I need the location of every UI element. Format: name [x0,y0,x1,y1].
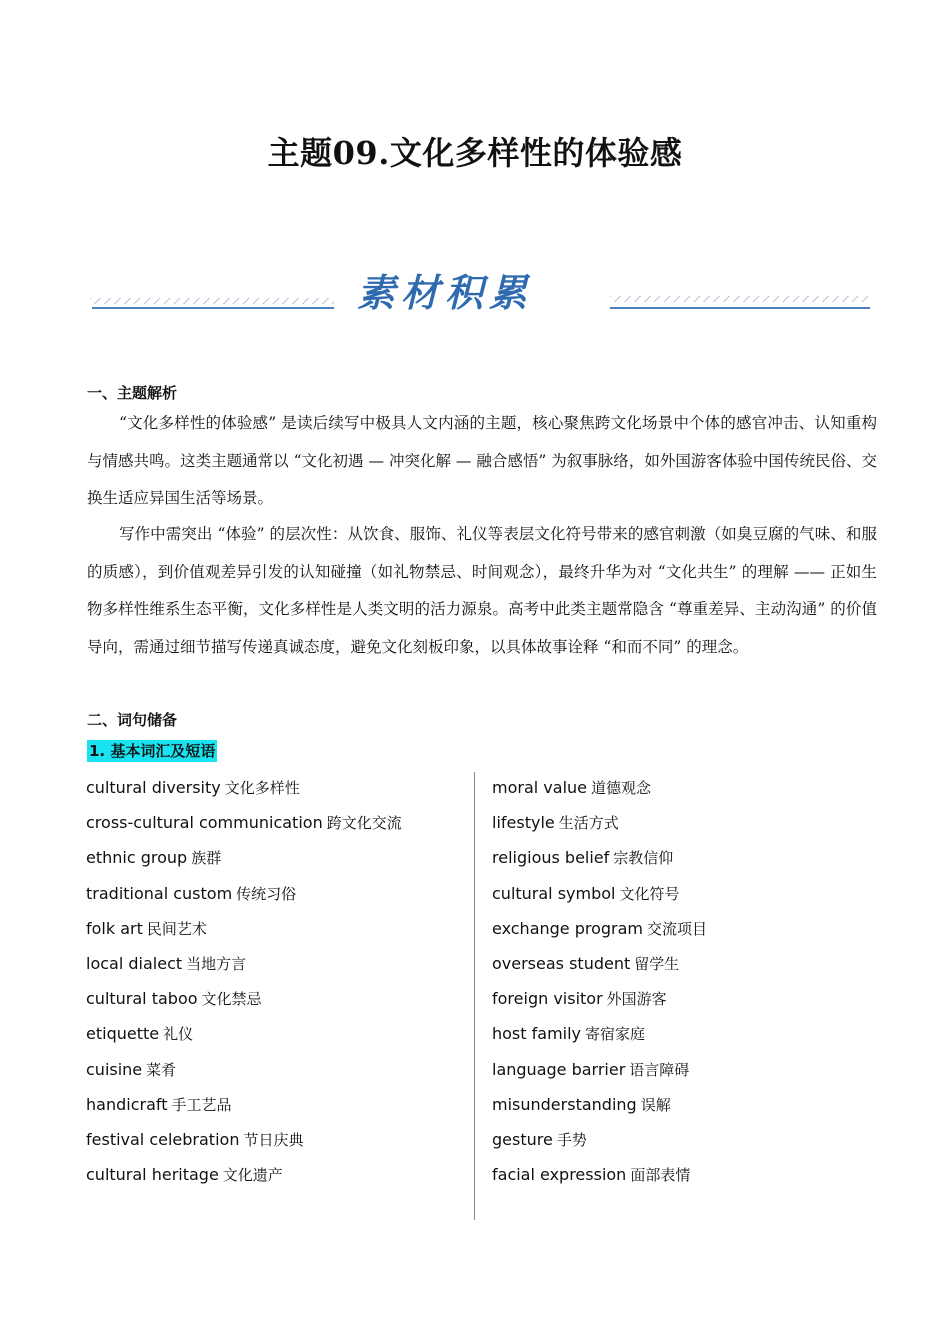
vocab-item: etiquette 礼仪 [86,1024,194,1044]
vocab-item: cultural heritage 文化遗产 [86,1165,283,1185]
vocab-item: gesture 手势 [492,1129,587,1149]
vocab-item: language barrier 语言障碍 [492,1059,690,1079]
vocab-list-right [492,770,707,1192]
vocab-item: handicraft 手工艺品 [86,1094,232,1114]
section-heading-analysis: 一、主题解析 [87,384,178,402]
vocab-item: lifestyle 生活方式 [492,813,619,833]
vocab-item: religious belief 宗教信仰 [492,848,674,868]
vocab-item: moral value 道德观念 [492,778,652,797]
vocab-item: cuisine 菜肴 [86,1059,177,1079]
vocab-item: misunderstanding 误解 [492,1094,671,1114]
page-title: 主题09.文化多样性的体验感 [267,134,683,172]
banner-title: 素材积累 [356,270,533,315]
vocab-list-left [86,770,402,1192]
paragraph-2: 写作中需突出 “体验” 的层次性：从饮食、服饰、礼仪等表层文化符号带来的感官刺激（如臭豆腐的气味、和服的质感），到价值观差异引发的认知碰撞（如礼物禁忌、时间观念），最终升华为对 “文化共生” 的理解 —— 正如生物多样性维系生态平衡，文化多样性是人类文明的活力源泉。高考中此类主题常隐含 “尊重差异、主动沟通” 的价值导向，需通过细节描写传递真诚态度，避免文化刻板印象，以具体故事诠释 “和而不同” 的理念。 [87,525,877,656]
vocab-item: host family 寄宿家庭 [492,1024,646,1044]
banner-hatch-left [90,298,334,304]
section-heading-vocabulary: 二、词句储备 [87,711,178,729]
vocab-item: cultural taboo 文化禁忌 [86,989,262,1009]
column-divider [474,772,475,1220]
vocab-item: local dialect 当地方言 [86,953,247,973]
vocab-item: exchange program 交流项目 [492,918,708,938]
banner-hatch-right [610,296,870,302]
vocab-item: folk art 民间艺术 [86,918,207,938]
vocab-item: cross-cultural communication 跨文化交流 [86,813,402,833]
subheading-basic-vocab: 1. 基本词汇及短语 [89,742,216,760]
section-banner [0,262,950,322]
vocab-item: cultural symbol 文化符号 [492,883,680,903]
vocab-item: overseas student 留学生 [492,953,680,973]
vocab-item: facial expression 面部表情 [492,1165,691,1185]
vocab-item: ethnic group 族群 [86,848,222,868]
paragraph-1: “文化多样性的体验感” 是读后续写中极具人文内涵的主题，核心聚焦跨文化场景中个体的感官冲击、认知重构与情感共鸣。这类主题通常以 “文化初遇 — 冲突化解 — 融合感悟” 为叙事脉络，如外国游客体验中国传统民俗、交换生适应异国生活等场景。 [87,414,877,507]
vocab-item: cultural diversity 文化多样性 [86,778,300,797]
banner-rule-left [92,307,334,309]
vocab-item: foreign visitor 外国游客 [492,989,667,1009]
vocab-item: traditional custom 传统习俗 [86,883,297,903]
banner-rule-right [610,307,870,309]
vocab-item: festival celebration 节日庆典 [86,1129,304,1149]
